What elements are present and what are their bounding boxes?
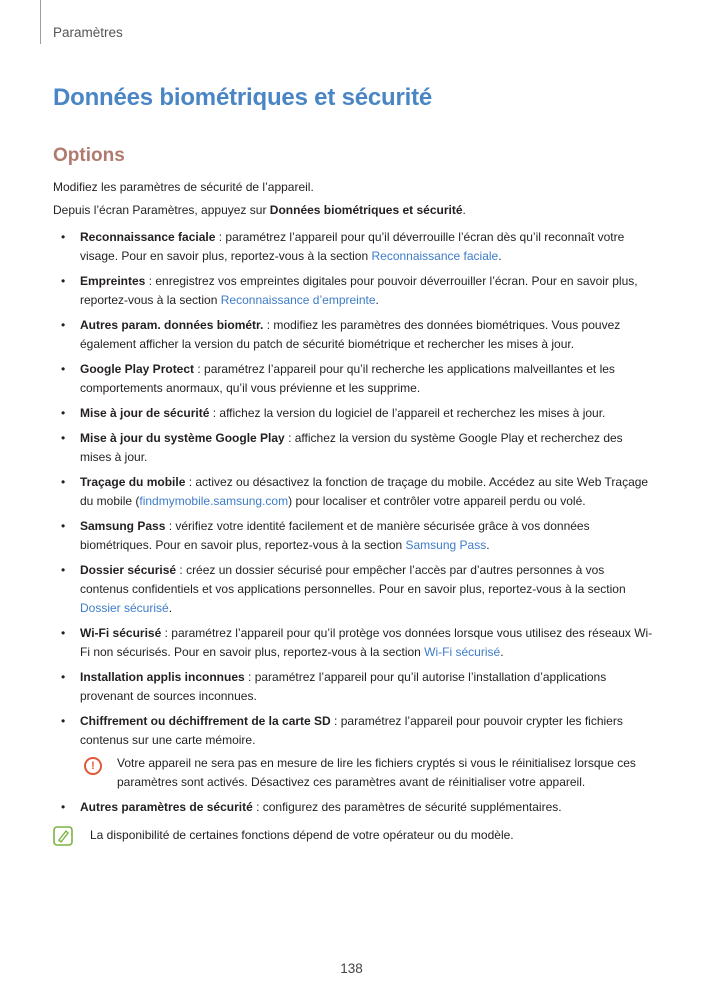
option-after: . <box>498 249 502 263</box>
link-reconnaissance-empreinte[interactable]: Reconnaissance d’empreinte <box>220 293 376 307</box>
page-number: 138 <box>340 961 363 976</box>
bullet: • <box>61 626 66 640</box>
option-text: : paramétrez l’appareil pour qu’il protège vos données lorsque vous utilisez des réseaux Wi-Fi non sécurisés. Pour en savoir plus, reportez-vous à la section <box>80 626 653 659</box>
intro-suffix: . <box>462 203 466 217</box>
option-text: : paramétrez l’appareil pour qu’il recherche les applications malveillantes et les comportements anormaux, qu’il vous prévienne et les supprime. <box>80 362 615 395</box>
link-samsung-pass[interactable]: Samsung Pass <box>405 538 487 552</box>
bullet: • <box>61 670 66 684</box>
link-reconnaissance-faciale[interactable]: Reconnaissance faciale <box>371 249 499 263</box>
availability-note <box>53 826 514 845</box>
option-item-autres-param-biometr <box>53 316 653 354</box>
bullet: • <box>61 519 66 533</box>
option-label: Chiffrement ou déchiffrement de la carte SD <box>80 714 331 728</box>
option-text: : configurez des paramètres de sécurité supplémentaires. <box>252 800 562 814</box>
option-after: . <box>375 293 379 307</box>
bullet: • <box>61 800 66 814</box>
option-item-mise-a-jour-securite <box>53 404 653 423</box>
option-item-reconnaissance-faciale <box>53 228 653 266</box>
option-text: : modifiez les paramètres des données biométriques. Vous pouvez également afficher la version du patch de sécurité biométrique et rechercher les mises à jour. <box>80 318 621 351</box>
sd-warning-notice <box>80 754 653 792</box>
section-title: Options <box>53 145 125 166</box>
option-text: : vérifiez votre identité facilement et de manière sécurisée grâce à vos données biométriques. Pour en savoir plus, reportez-vous à la section <box>80 519 590 552</box>
running-header: Paramètres <box>53 25 123 40</box>
option-item-samsung-pass <box>53 517 653 555</box>
option-text: : activez ou désactivez la fonction de traçage du mobile. Accédez au site Web Traçage du mobile ( <box>80 475 649 508</box>
option-item-autres-parametres-securite <box>53 798 653 817</box>
option-label: Mise à jour du système Google Play <box>80 431 285 445</box>
note-text: La disponibilité de certaines fonctions dépend de votre opérateur ou du modèle. <box>90 828 514 842</box>
option-label: Reconnaissance faciale <box>80 230 216 244</box>
option-label: Autres paramètres de sécurité <box>80 800 253 814</box>
option-text: : affichez la version du logiciel de l’appareil et recherchez les mises à jour. <box>209 406 606 420</box>
options-list <box>53 228 653 823</box>
bullet: • <box>61 563 66 577</box>
bullet: • <box>61 362 66 376</box>
option-text: : enregistrez vos empreintes digitales pour pouvoir déverrouiller l’écran. Pour en savoir plus, reportez-vous à la section <box>80 274 638 307</box>
option-item-mise-a-jour-google-play <box>53 429 653 467</box>
option-label: Dossier sécurisé <box>80 563 177 577</box>
option-text: : paramétrez l’appareil pour qu’il autorise l’installation d’applications provenant de sources inconnues. <box>80 670 607 703</box>
option-after: ) pour localiser et contrôler votre appareil perdu ou volé. <box>288 494 586 508</box>
option-label: Google Play Protect <box>80 362 195 376</box>
note-icon <box>53 826 73 846</box>
bullet: • <box>61 406 66 420</box>
bullet: • <box>61 318 66 332</box>
option-item-tracage-mobile <box>53 473 653 511</box>
option-after: . <box>168 601 173 615</box>
option-after: . <box>500 645 504 659</box>
header-corner-rule <box>40 0 41 44</box>
option-text: : paramétrez l’appareil pour qu’il déverrouille l’écran dès qu’il reconnaît votre visage. Pour en savoir plus, reportez-vous à la section <box>80 230 625 263</box>
option-item-installation-applis-inconnues <box>53 668 653 706</box>
bullet: • <box>61 475 66 489</box>
link-wifi-securise[interactable]: Wi-Fi sécurisé <box>424 645 501 659</box>
option-label: Empreintes <box>80 274 146 288</box>
option-label: Mise à jour de sécurité <box>80 406 210 420</box>
option-text: : paramétrez l’appareil pour pouvoir crypter les fichiers contenus sur une carte mémoire. <box>80 714 623 747</box>
option-label: Traçage du mobile <box>80 475 186 489</box>
intro-prefix: Depuis l’écran Paramètres, appuyez sur <box>53 203 270 217</box>
warning-icon: ! <box>84 757 102 775</box>
intro-path-bold: Données biométriques et sécurité <box>269 203 463 217</box>
option-label: Installation applis inconnues <box>80 670 245 684</box>
option-label: Autres param. données biométr. <box>80 318 264 332</box>
link-findmymobile[interactable]: findmymobile.samsung.com <box>139 494 289 508</box>
option-item-empreintes <box>53 272 653 310</box>
bullet: • <box>61 230 66 244</box>
option-label: Samsung Pass <box>80 519 166 533</box>
bullet: • <box>61 431 66 445</box>
option-item-wifi-securise <box>53 624 653 662</box>
option-text: : créez un dossier sécurisé pour empêcher l’accès par d’autres personnes à vos contenus confidentiels et vos applications personnelles. Pour en savoir plus, reportez-vous à la section <box>80 563 626 596</box>
intro-line-2 <box>53 202 466 218</box>
option-item-google-play-protect <box>53 360 653 398</box>
bullet: • <box>61 274 66 288</box>
sd-warning-text: Votre appareil ne sera pas en mesure de lire les fichiers cryptés si vous le réinitialisez lorsque ces paramètres sont activés. Désactivez ces paramètres avant de réinitialiser votre appareil. <box>117 756 636 789</box>
option-item-chiffrement-carte-sd <box>53 712 653 792</box>
link-dossier-securise[interactable]: Dossier sécurisé <box>80 601 169 615</box>
option-text: : affichez la version du système Google Play et recherchez des mises à jour. <box>80 431 623 464</box>
page-title: Données biométriques et sécurité <box>53 84 433 111</box>
option-after: . <box>486 538 490 552</box>
option-item-dossier-securise <box>53 561 653 618</box>
option-label: Wi-Fi sécurisé <box>80 626 162 640</box>
intro-line-1: Modifiez les paramètres de sécurité de l’appareil. <box>53 180 314 194</box>
bullet: • <box>61 714 66 728</box>
